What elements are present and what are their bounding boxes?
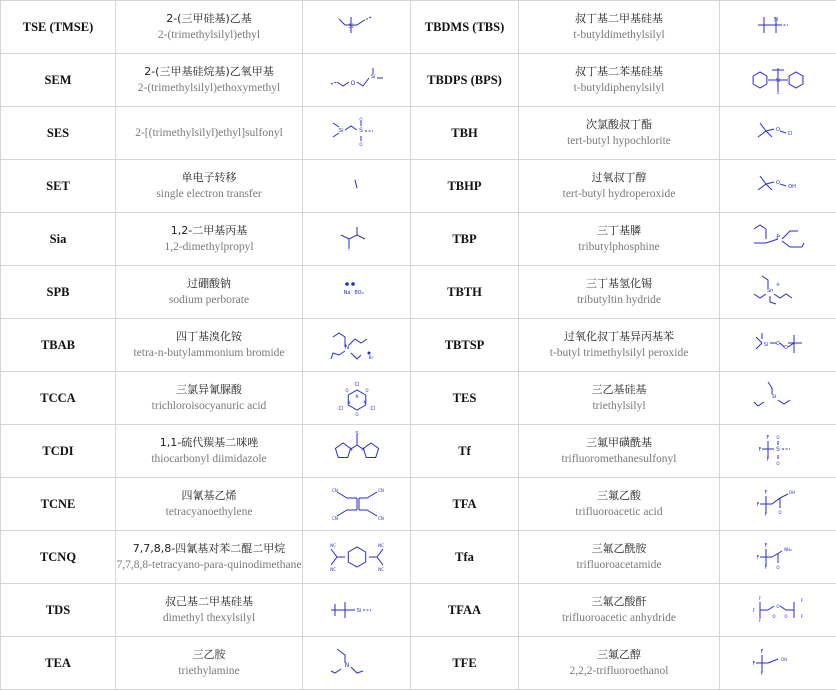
structure-cell xyxy=(303,478,411,531)
atom-label: Si xyxy=(347,23,354,30)
atom-label: NC xyxy=(329,543,336,548)
chinese-name: 1,2-二甲基丙基 xyxy=(170,224,248,237)
abbreviation-text: TDS xyxy=(45,602,71,617)
atom-label: S xyxy=(354,431,359,437)
abbreviation-cell xyxy=(411,54,519,107)
abbreviation-cell xyxy=(1,160,116,213)
atom-label: O xyxy=(776,435,780,440)
english-name: t-butyldimethylsilyl xyxy=(573,29,665,41)
table-row xyxy=(1,584,836,637)
english-name: triethylsilyl xyxy=(592,400,646,412)
atom-label: O xyxy=(776,127,780,133)
table-row xyxy=(1,160,836,213)
chinese-name: 三丁基膦 xyxy=(597,224,641,237)
abbreviation-text: TFAA xyxy=(447,602,482,617)
chinese-name: 四丁基溴化铵 xyxy=(176,330,242,343)
atom-label: O xyxy=(358,142,363,147)
abbreviation-text: TBP xyxy=(452,231,477,246)
tmse-structure-icon xyxy=(327,7,387,47)
abbreviation-cell xyxy=(411,531,519,584)
table-row xyxy=(1,54,836,107)
english-name: t-butyldiphenylsilyl xyxy=(573,82,665,94)
atom-label: N xyxy=(349,447,352,452)
abbreviation-cell xyxy=(411,1,519,54)
table-row xyxy=(1,637,836,690)
abbreviation-text: TFA xyxy=(452,496,477,511)
structure-cell xyxy=(303,160,411,213)
table-row xyxy=(1,425,836,478)
atom-label: O xyxy=(776,461,780,466)
english-name: tert-butyl hypochlorite xyxy=(567,135,671,147)
name-cell xyxy=(519,213,720,266)
spb-structure-icon xyxy=(327,272,387,312)
tbh-structure-icon xyxy=(748,113,808,153)
abbreviation-cell xyxy=(411,425,519,478)
tea-structure-icon xyxy=(327,643,387,683)
structure-cell xyxy=(720,266,836,319)
abbreviation-text: TBTSP xyxy=(444,337,485,352)
structure-cell xyxy=(720,107,836,160)
abbreviation-cell xyxy=(1,266,116,319)
abbreviation-cell xyxy=(411,478,519,531)
set-arrow-icon xyxy=(327,166,387,206)
name-cell xyxy=(116,54,303,107)
atom-label: F xyxy=(758,618,762,623)
structure-cell xyxy=(720,160,836,213)
abbreviation-text: SPB xyxy=(46,284,70,299)
table-row xyxy=(1,372,836,425)
name-cell xyxy=(116,584,303,637)
structure-cell xyxy=(720,425,836,478)
chinese-name: 2-(三甲基硅烷基)乙氧甲基 xyxy=(144,65,274,78)
atom-label: F xyxy=(758,447,762,453)
abbreviation-text: Sia xyxy=(49,231,67,246)
tcdi-structure-icon xyxy=(327,431,387,471)
abbreviation-text: TCNQ xyxy=(39,549,77,564)
abbreviation-text: TBDPS (BPS) xyxy=(427,72,502,87)
name-cell xyxy=(519,107,720,160)
atom-label: NC xyxy=(329,567,336,572)
tcnq-structure-icon xyxy=(327,537,387,577)
atom-label: F xyxy=(800,598,804,603)
tfe-structure-icon xyxy=(748,643,808,683)
atom-label: CN xyxy=(377,488,384,493)
atom-label: F xyxy=(760,671,764,677)
atom-label: F xyxy=(752,661,756,667)
name-cell xyxy=(519,637,720,690)
name-cell xyxy=(519,478,720,531)
sia-structure-icon xyxy=(327,219,387,259)
atom-label: O xyxy=(784,614,788,619)
atom-label: OH xyxy=(788,184,796,190)
atom-label: Na xyxy=(343,290,350,296)
tcne-structure-icon xyxy=(327,484,387,524)
sem-structure-icon xyxy=(327,60,387,100)
atom-label: O xyxy=(772,614,776,619)
abbreviation-cell xyxy=(1,54,116,107)
tds-structure-icon xyxy=(327,590,387,630)
name-cell xyxy=(519,425,720,478)
name-cell xyxy=(519,54,720,107)
atom-label: F xyxy=(800,614,804,619)
atom-label: N xyxy=(355,394,358,399)
abbreviation-cell xyxy=(411,107,519,160)
structure-cell xyxy=(720,319,836,372)
name-cell xyxy=(519,584,720,637)
abbreviation-cell xyxy=(411,160,519,213)
atom-label: O xyxy=(784,345,788,351)
atom-label: Si xyxy=(773,17,779,23)
english-name: 7,7,8,8-tetracyano-para-quinodimethane xyxy=(116,559,302,571)
english-name: tributyltin hydride xyxy=(576,294,661,306)
atom-label: F xyxy=(752,608,756,613)
abbreviation-text: TCNE xyxy=(40,496,76,511)
tbtsp-structure-icon xyxy=(748,325,808,365)
table-row xyxy=(1,266,836,319)
abbreviation-cell xyxy=(1,425,116,478)
atom-label: P xyxy=(776,234,780,241)
english-name: tert-butyl hydroperoxide xyxy=(562,188,676,200)
abbreviation-text: Tfa xyxy=(455,549,474,564)
atom-label: Cl xyxy=(370,406,375,412)
name-cell xyxy=(116,160,303,213)
english-name: trifluoroacetic anhydride xyxy=(562,612,676,624)
atom-label: F xyxy=(766,457,770,463)
english-name: 2-(trimethylsilyl)ethyl xyxy=(157,29,261,41)
chinese-name: 三氟乙酸 xyxy=(597,489,641,502)
tbab-structure-icon xyxy=(327,325,387,365)
english-name: thiocarbonyl diimidazole xyxy=(151,453,267,465)
abbreviation-text: TEA xyxy=(45,655,71,670)
tbp-structure-icon xyxy=(748,219,808,259)
abbreviation-cell xyxy=(1,372,116,425)
abbreviation-text: TFE xyxy=(452,655,477,670)
abbreviation-text: TBHP xyxy=(447,178,482,193)
structure-cell xyxy=(303,319,411,372)
atom-label: O xyxy=(364,388,369,393)
abbreviation-text: TES xyxy=(452,390,477,405)
atom-label: O xyxy=(776,565,780,570)
name-cell xyxy=(116,478,303,531)
chinese-name: 三乙胺 xyxy=(192,648,226,661)
english-name: tetracyanoethylene xyxy=(165,506,253,518)
name-cell xyxy=(519,160,720,213)
chinese-name: 三氟乙酰胺 xyxy=(591,542,647,555)
chinese-name: 叔己基二甲基硅基 xyxy=(165,595,253,608)
abbreviation-cell xyxy=(1,637,116,690)
name-cell xyxy=(519,1,720,54)
atom-label: O xyxy=(354,412,359,417)
chinese-name: 过硼酸钠 xyxy=(187,277,231,290)
atom-label: N xyxy=(361,447,364,452)
atom-label: OH xyxy=(780,657,788,662)
atom-label: O xyxy=(776,180,780,186)
structure-cell xyxy=(303,54,411,107)
tfa-structure-icon xyxy=(748,484,808,524)
abbreviation-cell xyxy=(1,531,116,584)
chinese-name: 2-(三甲硅基)乙基 xyxy=(166,12,252,25)
abbreviation-cell xyxy=(1,1,116,54)
english-name: 1,2-dimethylpropyl xyxy=(164,241,254,253)
english-name: sodium perborate xyxy=(168,294,250,306)
english-name: single electron transfer xyxy=(156,188,262,200)
abbreviation-cell xyxy=(411,319,519,372)
abbreviation-cell xyxy=(1,107,116,160)
chinese-name: 7,7,8,8-四氰基对苯二醌二甲烷 xyxy=(132,542,286,555)
chinese-name: 三丁基氢化锡 xyxy=(586,277,652,290)
structure-cell xyxy=(303,372,411,425)
english-name: 2-(trimethylsilyl)ethoxymethyl xyxy=(137,82,281,94)
atom-label: Si xyxy=(763,342,769,348)
chinese-name: 三氟乙醇 xyxy=(597,648,641,661)
tbdps-structure-icon xyxy=(748,60,808,100)
abbreviation-cell xyxy=(411,584,519,637)
abbreviation-cell xyxy=(1,213,116,266)
atom-label: O xyxy=(776,341,780,347)
atom-label: Si xyxy=(338,128,343,134)
atom-label: N xyxy=(363,400,366,405)
table-row xyxy=(1,531,836,584)
atom-label: S xyxy=(358,127,363,134)
atom-label: Cl xyxy=(787,131,793,137)
chinese-name: 四氰基乙烯 xyxy=(181,489,237,502)
table-row xyxy=(1,1,836,54)
atom-label: CN xyxy=(377,516,384,521)
tbdms-structure-icon xyxy=(748,7,808,47)
atom-label: F xyxy=(760,649,764,655)
atom-label: NC xyxy=(377,567,384,572)
chinese-name: 叔丁基二甲基硅基 xyxy=(575,12,663,25)
tcca-structure-icon xyxy=(327,378,387,418)
chinese-name: 1,1-硫代羰基二咪唑 xyxy=(159,436,259,449)
abbreviation-text: TSE (TMSE) xyxy=(22,19,94,34)
name-cell xyxy=(116,319,303,372)
atom-label: F xyxy=(764,543,768,549)
structure-cell xyxy=(720,637,836,690)
table-row xyxy=(1,319,836,372)
ses-structure-icon xyxy=(327,113,387,153)
tbhp-structure-icon xyxy=(748,166,808,206)
chinese-name: 三氯异氰脲酸 xyxy=(176,383,242,396)
atom-label: NC xyxy=(377,543,384,548)
structure-cell xyxy=(303,531,411,584)
abbreviation-text: TCCA xyxy=(40,390,76,405)
abbreviation-text: TCDI xyxy=(42,443,74,458)
atom-label: Sn xyxy=(766,288,774,294)
abbreviation-text: SET xyxy=(46,178,70,193)
structure-cell xyxy=(303,637,411,690)
atom-label: Cl xyxy=(338,406,343,412)
english-name: dimethyl thexylsilyl xyxy=(162,612,256,624)
tf-structure-icon xyxy=(748,431,808,471)
atom-label: F xyxy=(764,490,768,496)
name-cell xyxy=(116,107,303,160)
chinese-name: 次氯酸叔丁酯 xyxy=(586,118,652,131)
atom-label: F xyxy=(756,555,760,561)
atom-label: Si xyxy=(775,78,781,84)
tbth-structure-icon xyxy=(748,272,808,312)
structure-cell xyxy=(303,107,411,160)
structure-cell xyxy=(303,266,411,319)
tfaa-structure-icon xyxy=(748,590,808,630)
english-name: 2,2,2-trifluoroethanol xyxy=(569,665,669,677)
atom-label: N xyxy=(347,400,350,405)
table-row xyxy=(1,478,836,531)
atom-label: N xyxy=(344,344,349,351)
name-cell xyxy=(116,372,303,425)
atom-label: N xyxy=(344,662,349,669)
atom-label: S xyxy=(776,446,780,453)
tfa-amide-structure-icon xyxy=(748,537,808,577)
structure-cell xyxy=(303,425,411,478)
abbreviation-text: TBH xyxy=(451,125,478,140)
structure-cell xyxy=(720,54,836,107)
structure-cell xyxy=(720,213,836,266)
atom-label: O xyxy=(358,117,363,122)
abbreviation-cell xyxy=(411,213,519,266)
atom-label: Si xyxy=(370,74,375,80)
structure-cell xyxy=(303,1,411,54)
abbreviation-text: TBAB xyxy=(40,337,76,352)
atom-label: F xyxy=(766,435,770,441)
table-row xyxy=(1,107,836,160)
abbreviation-cell xyxy=(1,478,116,531)
name-cell xyxy=(519,531,720,584)
structure-cell xyxy=(720,584,836,637)
name-cell xyxy=(116,425,303,478)
structure-cell xyxy=(303,213,411,266)
chinese-name: 三氟甲磺酰基 xyxy=(586,436,652,449)
chinese-name: 单电子转移 xyxy=(181,171,237,184)
english-name: trifluoroacetamide xyxy=(576,559,662,571)
atom-label: H xyxy=(776,282,780,287)
name-cell xyxy=(116,531,303,584)
abbreviation-text: SEM xyxy=(44,72,72,87)
abbreviation-text: TBDMS (TBS) xyxy=(424,19,505,34)
atom-label: F xyxy=(764,512,768,518)
name-cell xyxy=(116,266,303,319)
atom-label: O xyxy=(776,604,780,609)
atom-label: O xyxy=(350,80,355,87)
atom-label: NH₂ xyxy=(784,547,792,552)
atom-label: OH xyxy=(788,490,796,495)
atom-label: CN xyxy=(331,488,338,493)
table-row xyxy=(1,213,836,266)
atom-label: Cl xyxy=(354,382,359,388)
structure-cell xyxy=(720,478,836,531)
english-name: trifluoromethanesulfonyl xyxy=(561,453,677,465)
atom-label: F xyxy=(764,565,768,571)
chinese-name: 叔丁基二苯基硅基 xyxy=(575,65,663,78)
atom-label: Si xyxy=(771,394,777,400)
name-cell xyxy=(116,637,303,690)
abbreviation-text: TBTH xyxy=(447,284,482,299)
english-name: tetra-n-butylammonium bromide xyxy=(133,347,285,359)
name-cell xyxy=(519,372,720,425)
abbreviation-cell xyxy=(1,319,116,372)
structure-cell xyxy=(720,372,836,425)
atom-label: CN xyxy=(331,516,338,521)
english-name: 2-[(trimethylsilyl)ethyl]sulfonyl xyxy=(135,127,283,139)
chinese-name: 三乙基硅基 xyxy=(591,383,647,396)
structure-cell xyxy=(303,584,411,637)
name-cell xyxy=(519,266,720,319)
abbreviation-text: SES xyxy=(46,125,70,140)
atom-label: O xyxy=(778,510,782,515)
atom-label: F xyxy=(756,502,760,508)
name-cell xyxy=(116,1,303,54)
atom-label: Si xyxy=(356,608,361,614)
atom-label: O xyxy=(344,388,349,393)
atom-label: BO₃ xyxy=(353,290,364,296)
english-name: tributylphosphine xyxy=(578,241,660,253)
name-cell xyxy=(519,319,720,372)
atom-label: Br xyxy=(368,355,373,360)
structure-cell xyxy=(720,1,836,54)
english-name: trifluoroacetic acid xyxy=(575,506,663,518)
chinese-name: 过氧叔丁醇 xyxy=(591,171,647,184)
structure-cell xyxy=(720,531,836,584)
atom-label: F xyxy=(758,596,762,601)
chinese-name: 过氧化叔丁基异丙基苯 xyxy=(564,330,674,343)
abbreviation-cell xyxy=(411,637,519,690)
abbreviation-cell xyxy=(411,266,519,319)
english-name: t-butyl trimethylsilyl peroxide xyxy=(549,347,689,359)
english-name: trichloroisocyanuric acid xyxy=(151,400,267,412)
tes-structure-icon xyxy=(748,378,808,418)
english-name: triethylamine xyxy=(178,665,240,677)
name-cell xyxy=(116,213,303,266)
abbreviation-cell xyxy=(1,584,116,637)
chinese-name: 三氟乙酸酐 xyxy=(591,595,647,608)
abbreviation-cell xyxy=(411,372,519,425)
abbreviation-text: Tf xyxy=(458,443,471,458)
